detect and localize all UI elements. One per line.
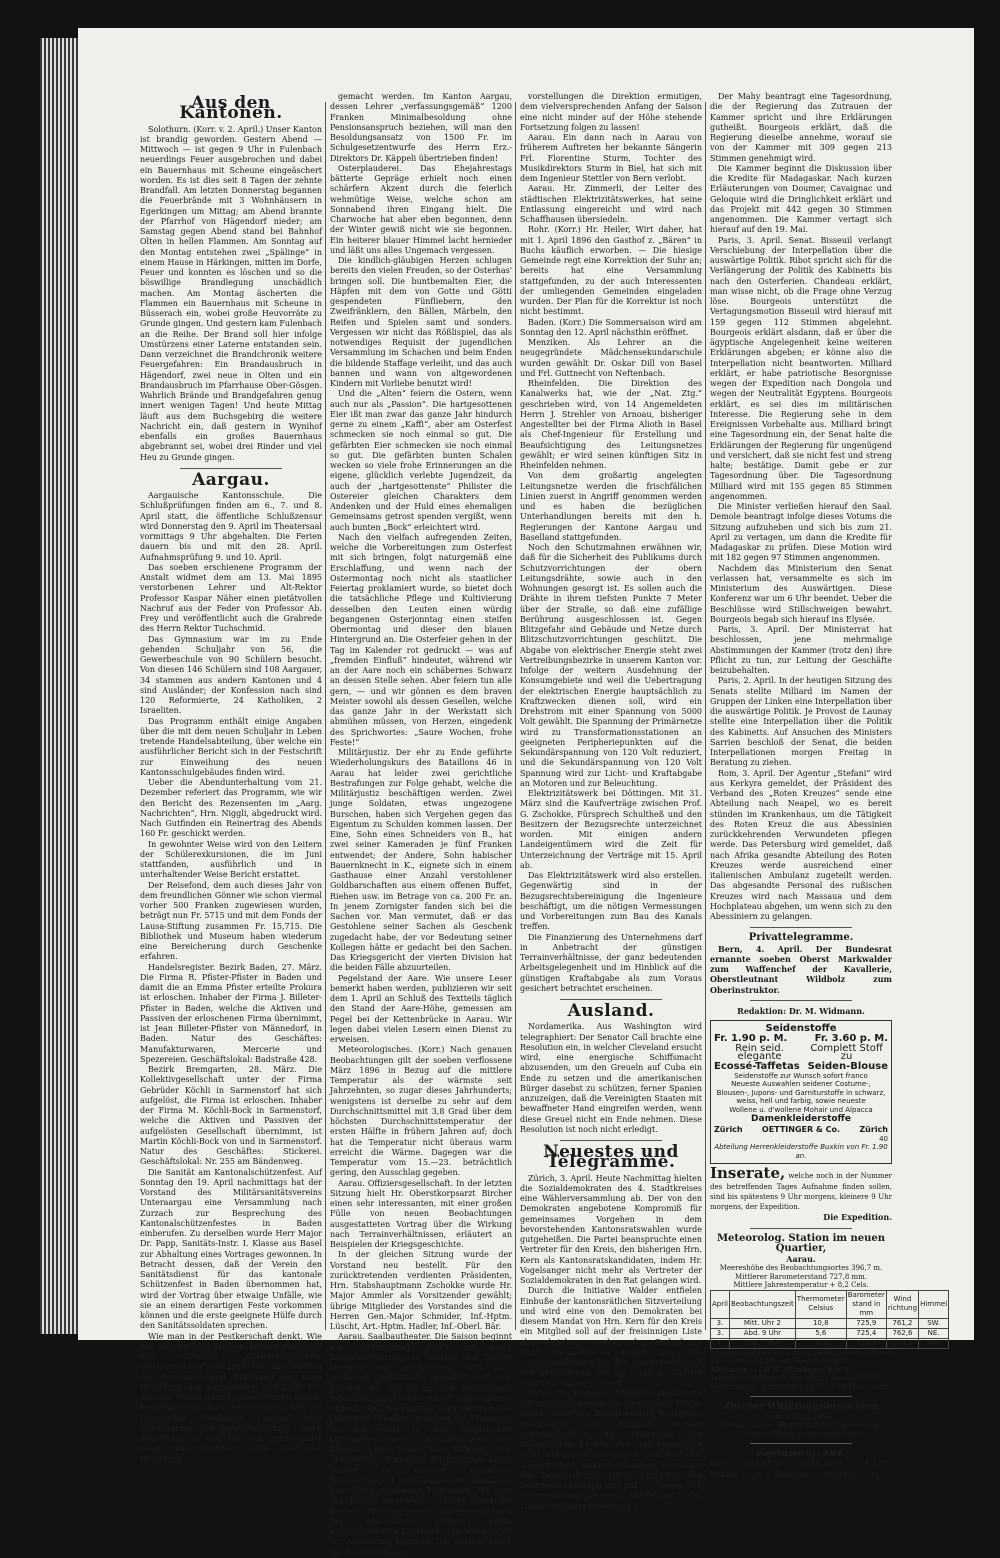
column-rule [705, 102, 706, 1330]
table-cell: Mitt. Uhr 2 [730, 1318, 796, 1328]
table-cell: 4,0 [795, 1338, 846, 1348]
ad-number: 40 [879, 1134, 888, 1143]
inserate-signature: Die Expedition. [823, 1212, 892, 1223]
table-header: Beobachtungszeit [730, 1290, 796, 1318]
article-paragraph: Baden. (Korr.) Die Sommersaison wird am Sonntag den 12. April nächsthin eröffnet. [520, 317, 702, 337]
station-place: Aarau. [786, 1254, 816, 1264]
article-paragraph: Rohr. (Korr.) Hr. Heiler, Wirt daher, hat mit 1. April 1896 den Gasthof z. „Bären“ in Buchs käuflich erworben. — Die hiesige Gemeinde regt eine Korrektion der Suhr an; bereits hat eine Versammlung stattgefunden, zu der auch Interessenten der umliegenden Gemeinden eingeladen wurden. Der Plan für die Korrektur ist noch nicht bestimmt. [520, 225, 702, 317]
article-paragraph: Rom, 3. April. Der Agentur „Stefani“ wird aus Kerkyra gemeldet, der Präsident des Verband des „Roten Kreuzes“ sende eine Abteilung nach Neapel, wo es bereit stünden im Krankenhaus, um die Tätigkeit des Roten Kreuz die aus Abessinien zurückkehrenden Verwundeten pflegen werde. Das Petersburg wird gemeldet, daß nach Afrika gesandte Abteilung des Roten Kreuzes werde ausreichend einer italienischen Ambulanz zugeteilt werden. Das abgesandte Personal des rußischen Kreuzes wird nach Massaua und dem Hochplateau abgehen, um wenn sich zu den Abessiniern zu gelangen. [710, 768, 892, 921]
table-cell: 762,6 [886, 1328, 918, 1338]
inserate-notice [710, 1164, 892, 1223]
pegel-cell: April 4. Morgens [824, 1459, 872, 1479]
divider [750, 1443, 852, 1444]
article-paragraph: Bezirk Bremgarten, 28. März. Die Kollektivgesellschaft unter der Firma Gebrüder Köchli in Sarmenstorf hat sich aufgelöst, die Firma ist erloschen. Inhaber der Firma M. Köchli-Bock in Sarmenstorf, welche die Aktiven und Passiven der aufgelösten Gesellschaft übernimmt, ist Martin Köchli-Bock von und in Sarmenstorf. Natur des Geschäftes: Stickerei. Geschäftslokal: Nr. 255 am Bändenweg. [140, 1065, 322, 1167]
ad-title: Seidenstoffe [765, 1023, 837, 1034]
ad-price-left: Fr. 1.90 p. M. [714, 1033, 788, 1045]
inserate-title: Inserate, [710, 1164, 786, 1183]
table-header: Thermometer Celsius [795, 1290, 846, 1318]
section-heading: Aus den Kantonen. [179, 93, 283, 124]
section-heading: Privattelegramme. [748, 932, 854, 944]
article-paragraph: Nach den vielfach aufregenden Zeiten, welche die Vorbereitungen zum Osterfest mit sich bringen, folgt naturgemäß eine Erschlaffung, und wenn nach der Ostermontag noch nicht als staatlicher Feiertag proklamiert wurde, so bietet doch die tatsächliche Pflege und Kultivierung desselben den Leuten einen würdig begangenen Osterjonntag einen steifen Obermontag und dieser den blauen Hintergrund an. Die Osterfeier gehen in der Tag im Kalender rot gedruckt — was auf „fremden Einfluß“ hindeutet, während wir an der Aare noch ein schäbernes Schwarz an dessen Stelle sehen. Aber feiern tun alle gern, — und wir gönnen es dem braven Meister sowohl als dessen Gesellen, welche das ganze Jahr in der Werkstatt sich abmühen müssen, von Herzen, eingedenk des Sprichwortes: „Saure Wochen, frohe Feste!“ [330, 532, 512, 747]
article-paragraph: Militärjustiz. Der ehr zu Ende geführte Wiederholungskurs des Bataillons 46 in Aarau hat leider zwei gerichtliche Bestrafungen zur Folge gehabt, welche die Militärjustiz beschäftigen werden. Zwei junge Soldaten, etwas ungezogene Burschen, haben sich Vergehen gegen das Eigentum zu Schulden kommen lassen. Der Eine, Sohn eines Schneiders von B., hat zwei seiner Kameraden je fünf Franken entwendet; der Andere, Sohn habischer Bauernknecht in K., eignete sich in einem Gasthause einer Anzahl verstohlener Goldbarschaften aus einem offenen Buffet, Riehen usw. im Betrage von ca. 200 Fr. an. In jenem Zornigster fanden sich bei die Sachen vor. Man vermutet, daß er das Gestohlene seiner Sachen als Geschenk zugedacht habe, der vor Bedeutung seiner Kollegen hätte er gedacht bei den Sachen. Das Kriegsgericht der vierten Division hat die beiden Fälle abzuurteilen. [330, 748, 512, 973]
table-cell: 725,4 [846, 1328, 886, 1338]
table-cell: 3. [711, 1318, 730, 1328]
table-cell: 4. [711, 1338, 730, 1348]
article-paragraph: Die Kammer beginnt die Diskussion über die Kredite für Madagaskar. Nach kurzen Erläuterungen von Doumer, Cavaignac und Geloquie wird die Dringlichkeit erklärt und das Projekt mit 442 gegen 30 Stimmen angenommen. Die Kammer vertagt sich hierauf auf den 19. Mai. [710, 163, 892, 235]
article-paragraph: Nachdem das Ministerium den Senat verlassen hat, versammelte es sich im Ministerium des Auswärtigen. Diese Konferenz war um 6 Uhr beendet. Ueber die Beschlüsse wird Stillschweigen bewahrt. Bourgeois begab sich hierauf ins Elysée. [710, 563, 892, 624]
article-paragraph: Aarau. Ein dann nach in Aarau von früherem Auftreten her bekannte Sängerin Frl. Florentine Sturm, Tochter des Musikdirektors Sturm in Biel, hat sich mit dem Ingenieur Stettler von Bern verlobt. [520, 133, 702, 183]
article-paragraph: Menziken. Als Lehrer an die neugegründete Mädchensekundarschule wurden gewählt Dr. Oskar Dill von Basel und Frl. Guttnecht von Neftenbach. [520, 338, 702, 378]
article-paragraph: Wie man in der Pestkerschaft denkt. Wie aus bäuerlichen Kreisen heraus denkende und wirkende „Bülach-Dielsdorfer Wochenzeitung“ plädiert für Abschaffung der Pensionen und Erhöhung der fixen Besoldung der Primarlehrer auf 2000 Fr., die vom Staate ganz zu übernehmen wären. Das Blatt legt das Geständnis ab, daß die finanziellen Bedenken gegen eine Uebernahme der Lehrerbesoldung durch den Staat an und für sich unbegründet seien; man komme, sollte aber der Besoldung [140, 1331, 322, 1464]
table-cell: Abd. 9 Uhr [730, 1328, 796, 1338]
table-row [711, 1328, 949, 1338]
station-line: Mittlerer Barometerstand 727,8 mm. [735, 1272, 867, 1281]
pegel-title: Pegelstand der Aare. [756, 1449, 846, 1458]
section-heading: Ausland. [567, 1001, 655, 1021]
ad-item-right: Seiden-Blouse [807, 1060, 888, 1072]
ad-city-right: Zürich [859, 1124, 888, 1134]
article-paragraph: Paris, 3. April. Der Ministerrat hat beschlossen, jene mehrmalige Abstimmungen der Kammer (trotz den) ihre Pflicht zu tun, zur Leitung der Geschäfte beizubehalten. [710, 625, 892, 675]
station-line: Temperatur-Minimum der letzten Nacht 1,5 °C. [710, 1374, 879, 1383]
article-paragraph: Handelsregister. Bezirk Baden, 27. März. Die Firma R. Pfister-Pfister in Baden und damit die an Emma Pfister erteilte Prokura ist erloschen. Inhaber der Firma J. Billeter-Pfister in Baden, welche die Aktiven und Passiven der erloschenen Firma übernimmt, ist Jean Billeter-Pfister von Männedorf, in Baden. Natur des Geschäftes: Manufakturwaren, Mercerie und Spezereien. Geschäftslokal: Badstraße 428. [140, 962, 322, 1064]
table-cell: 3. [711, 1328, 730, 1338]
divider [750, 1000, 852, 1001]
article-paragraph: Durch die Initiative Walder entfielen Einbuße der kantonsrätlichen Sitzverteilung und wird eine von den Demokraten bei diesem Mandat von Hrn. Kern für den Kreis ein Mitglied soll auf der freisinnigen Liste abgeschrieben werden, das Bedarf an Kantonsratsmandaten ergibt sich. Die Sozialdemokraten für den durch Demission frei gewordenen Sitz im Großen Stadtrat wird Leuchinger portiert. [520, 1286, 702, 1388]
forecast-title: Zürcher Witterungsaussichten [723, 1402, 879, 1413]
station-line: Angaben der beiden Extremthermometer während 24 Stunden, abgelesen Abends 9 Uhr: [710, 1348, 892, 1366]
divider [750, 1228, 852, 1229]
pegel-row [775, 1459, 825, 1480]
article-paragraph: Ueber die Abendunterhaltung vom 21. Dezember referiert das Programm, wie wir den Bericht des Rezensenten im „Aarg. Nachrichten“, Hrn. Niggli, abgedruckt wird. Nach Gutfinden ein Reinertrag des Abends 160 Fr. geschickt werden. [140, 778, 322, 839]
table-row [711, 1338, 949, 1348]
article-paragraph: Bern, 4. April. Der Bundesrat ernannte soeben Oberst Markwalder zum Waffenchef der Kavallerie, Oberstleutnant Wildbolz zum Oberinstruktor. [710, 943, 892, 995]
pegel-row [710, 1459, 775, 1480]
article-paragraph: Paris, 3. April. Senat. Bisseuil verlangt Verschiebung der Interpellation über die auswärtige Politik. Ribot spricht sich für die Verlängerung der Politik des Kabinetts bis nach den Osterferien. Chandeau erklärt, man wisse nicht, ob die Frage ohne Verzug löse. Bourgeois unterstützt die Vertagungsmotion Bisseuil wird hierauf mit 159 gegen 112 Stimmen abgelehnt. Bourgeois erklärt alsdann, daß er über die ägyptische Angelegenheit keine weiteren Erklärungen abgeben; er könne also die Interpellation nicht beantworten. Milliard erklärt, er habe patriotische Besorgnisse wegen der Expedition nach Dongola und wegen der Neutralität Egyptens. Bourgeois erklärt, es sei dies im militärischen Interesse. Die Regierung sehe in dem Ereignissen Vorbehalte aus. Milliard bringt eine Tagesordnung ein, der Senat halte die Erklärungen der Regierung für ungenügend und versichert, daß sie nicht fest und streng halte; bestätige. Damit gebe er zur Tagesordnung über. Die Tagesordnung Milliard wird mit 155 gegen 85 Stimmen angenommen. [710, 235, 892, 501]
article-paragraph: Die Sanität am Kantonalschützenfest. Auf Sonntag den 19. April nachmittags hat der Vorstand des Militärsanitätsvereins Unteraargau eine Versammlung nach Zurzach zur Besprechung des Kantonalschützenfestes in Baden einberufen. Zu derselben wurde Herr Major Dr. Papp, Sanitäts-Instr. I. Klasse aus Basel zur Abhaltung eines Vortrages gewonnen. In Betracht dessen, daß der Verein den Sanitätsdienst für das kantonale Schützenfest in Baden übernommen hat, wird der Vortrag über etwaige Unfälle, wie sie an einem derartigen Feste vorkommen können und die erste geeignete Hülfe durch den Sanitätssoldaten sprechen. [140, 1167, 322, 1331]
editor-line: Redaktion: Dr. M. Widmann. [737, 1005, 865, 1016]
pegel-cell: 3,17 m [754, 1459, 771, 1479]
weather-forecast [710, 1402, 892, 1438]
table-cell: 761,2 [886, 1318, 918, 1328]
ad-line: Neueste Auswahlen seidener Costume-, Blousen-, Jupons- und Garniturstoffe in schwarz, weiss, hell und farbig, sowie neueste [716, 1080, 886, 1106]
table-cell: NW. [919, 1338, 949, 1348]
river-level [710, 1449, 892, 1480]
column-2 [330, 92, 512, 1557]
ad-sub-left: Rein seid. elegante [735, 1042, 784, 1062]
table-header: Barometer stand in mm [847, 1290, 885, 1317]
ad-sub-right: Complett Stoff zu [810, 1042, 883, 1062]
ad-line: Abteilung Herrenkleiderstoffe Buxkin von Fr. 1.90 an. [714, 1143, 888, 1160]
ad-price-right: Fr. 3.60 p. M. [814, 1033, 888, 1045]
newspaper-page [78, 28, 974, 1557]
forecast-text: Veränderliches Bewölkung, ohne erhebliche Niederschläge, fortdauernd rauh. [722, 1421, 880, 1438]
article-paragraph: Meteorologisches. (Korr.) Nach genauen Beobachtungen gilt der soeben verflossene März 1896 in Bezug auf die mittlere Temperatur als der wärmste seit Jahrzehnten, so zugar dieses Jahrhunderts; wenigstens ist derselbe zu sehr auf dem Durchschnittsmittel mit 3,8 Grad über dem höchsten Durchschnittstemperatur der ersten Hälfte in frühern Jahren auf; doch hat die Temperatur nicht überaus warm erreicht die Wärme. Dagegen war die Temperatur vom 15.—23. beträchtlich gering, den Ausschlag gegeben. [330, 1045, 512, 1178]
article-paragraph: Aarau. Saalbautheater. Die Saison beginnt am Ostermontag gleich mit einer Doppelaufführung, in welcher der findige Direktor mit glücklichem Griff zwei wirksame Volksstücke gewählt hat; sie gehören zu den in unserer Bevölkerung jedenfalls als „Kinderstück“ oder ebenso beliebt. Am Nachmittag wird nämlich die „Else vom Erlenhof“ gegeben, die Prinzessin zu den einst in den Ungarischen Ortsbgaften Besuch erhalten wird und Abends „Die Waise von Lowood“ die überwältige, vor allem leichtsinnige Leute wieder in unserer eingeleste Volksschauspiel mit spannender Handlung und vielen rührenden Momenten. Da aber die Truppe aus allen ... recht anständig dasteht, Fräulein jeweilen an jenem Abend bei gestrolltem Ludwig Fulda ausgezeichneten Lustspiel „Die wilde Jagd“ zur Aufführung kommen. Das nächste Stück bei der Eröffnungs- [330, 1332, 512, 1557]
article-paragraph: Noch den Schutzmahnen erwähnen wir, daß für die Sicherheit des Publikums durch Schutzvorrichtungen der obern Leitungsdrähte, sowie auch in den Wohnungen gesorgt ist. Es sollen auch die Drähte in ihrem tiefsten Punkte 7 Meter über der Straße, so daß eine zufällige Berührung ausgeschlossen ist. Gegen Blitzgefahr sind Gebäude und Netze durch Blitzschutzvorrichtungen geschützt. Die Abgabe von elektrischer Energie steht zwei Vertreibungsbezirke in unserem Kanton vor. Infolge der weitern Ausdehnung der Konsumgebiete und weil die Uebertragung der elektrischen Energie hauptsächlich zu Kraftzwecken dienen soll, wird ein Drehstrom mit einer Spannung von 5000 Volt gewählt. Die Spannung der Primärnetze wird zu Transformationsstationen an geeigneten Peripheriepunkten auf die Sekundärspannung von 120 Volt reduziert, und die Sekundärspannung von 120 Volt Spannung wird zur Licht- und Kraftabgabe an Motoren und zur Beleuchtung. [520, 543, 702, 788]
article-paragraph: Rheinfelden. Die Direktion des Kanalwerks hat, wie der „Nat. Ztg.“ geschrieben wird, von 14 Angemeldeten Herrn J. Strehler von Arnoau, bisheriger Angestellter bei der Firma Alioth in Basel als Chef-Ingenieur für Erstellung und Beaufsichtigung des Leitungsnetzes gewählt; er wird seinen künftigen Sitz in Rheinfelden nehmen. [520, 379, 702, 470]
divider [750, 1396, 852, 1397]
table-cell: Mrg. 7 Uhr [730, 1338, 796, 1348]
column-rule [325, 102, 326, 1330]
pegel-cell: 3. Abends [774, 1459, 803, 1479]
article-paragraph: In gewohnter Weise wird von den Leitern der Schülerexkursionen, die im Juni stattfanden, ausführlich und in unterhaltender Weise Bericht erstattet. [140, 839, 322, 880]
article-paragraph: Nordamerika. Aus Washington wird telegraphiert: Der Senator Call brachte eine Resolution ein, in welcher Cleveland ersucht wird, eine energische Schiffsmacht abzusenden, um den Greueln auf Cuba ein Ende zu setzen und die amerikanischen Bürger dasebst zu schützen, ferner Spanien anzuzeigen, daß die Vereinigten Staaten mit bewaffneter Hand eingreifen werden, wenn diese Greuel nicht ein Ende nehmen. Diese Resolution ist noch nicht erledigt. [520, 1022, 702, 1134]
article-paragraph: Paris, 2. April. In der heutigen Sitzung des Senats stellte Milliard im Namen der Gruppen der Linken eine Interpellation über die auswärtige Politik. Je Provost de Launay stellte eine Interpellation über die Politik des Kabinetts. Auf Ansuchen des Ministers Sarrien beschloß der Senat, die beiden Interpellationen morgen Freitag in Beratung zu ziehen. [710, 676, 892, 768]
section-heading: Aargau. [192, 469, 270, 490]
ad-line: Seidenstoffe zur Wunsch sofort franco [734, 1071, 868, 1080]
table-cell: SW. [919, 1318, 949, 1328]
pegel-cell: April 3. Mittags [710, 1459, 755, 1479]
ad-company: OETTINGER & Co. [761, 1124, 841, 1134]
article-paragraph: vorstellungen die Direktion ermutigen, dem vielversprechenden Anfang der Saison eine nicht minder auf der Höhe stehende Fortsetzung folgen zu lassen! [520, 92, 702, 132]
divider [180, 468, 282, 469]
article-paragraph: Aargauische Kantonsschule. Die Schlußprüfungen finden am 6., 7. und 8. April statt, die öffentliche Schlußzensur wird Donnerstag den 9. April im Theatersaal vormittags 9 Uhr abgehalten. Die Ferien dauern bis und mit den 28. April. Aufnahmsprüfung 9. und 10. April. [140, 491, 322, 562]
article-paragraph: Von dem großartig angelegten Leitungsnetze werden die frischfälichen Linien zuerst in Angriff genommen werden und es haben die bezüglichen Unterhandlungen bereits mit den h. Regierungen der Kantone Aargau und Baselland stattgefunden. [520, 471, 702, 542]
table-cell: 725,1 [846, 1338, 886, 1348]
table-cell: 763,1 [886, 1338, 918, 1348]
article-paragraph: Elektrizitätswerk bei Döttingen. Mit 31. März sind die Kaufverträge zwischen Prof. G. Zschokke, Fürsprech Schultheß und den Besitzern der Bezugsrechte unterzeichnet worden. Mit einigen andern Landeigentümern wird die Zeit für Unterzeichnung der Verträge mit 15. April ab. [520, 789, 702, 870]
article-paragraph: gemacht werden. Im Kanton Aargau, dessen Lehrer „verfassungsgemäß“ 1200 Franken Minimalbesoldung ohne Pensionsanspruch beziehen, will man den Besoldungsansatz von 1500 Fr. im Schulgesetzentwurfe des Herrn Erz.-Direktors Dr. Käppeli übertrieben finden! [330, 92, 512, 163]
column-3 [520, 92, 702, 1511]
column-4 [710, 92, 948, 1479]
station-line: Meereshöhe des Beobachtungsortes 396,7 m. [719, 1264, 883, 1273]
station-line: Mittlere Jahrestemperatur + 8,2 Cels. [733, 1281, 869, 1290]
table-header: April [711, 1290, 730, 1318]
article-paragraph: Der Mahy beantragt eine Tagesordnung, die der Regierung das Zutrauen der Kammer spricht und ihre Erklärungen gutheißt. Bourgeois erklärt, daß die Regierung dieselbe annehme, worauf sie von der Kammer mit 309 gegen 213 Stimmen genehmigt wird. [710, 92, 892, 163]
table-header: Wind richtung [886, 1290, 918, 1318]
divider [750, 927, 852, 928]
article-paragraph: Die kindlich-gläubigen Herzen schlugen bereits den vielen Freuden, so der Osterhas' bringen soll. Die buntbemalten Eier, die Häpfen mit dem von Gotte und Götti gespendeten Fünfliebern, den Zweifränklern, den Bällen, Märbeln, den Reifen und Spielen samt und sonders. Vergessen wir nicht das Rößlispiel, das als notwendiges Requisit der jugendlichen Versammlung im Schachen und beim Enden die bildende Staffage verleiht, und das auch bannen und wann von altgewordenen Kindern mit Vorliebe benutzt wird! [330, 256, 512, 388]
column-rule [515, 102, 516, 1330]
ad-item-left: Ecossé-Taffetas [714, 1060, 800, 1072]
station-line: Niederschlag, gemessen früh 7Uhr 30 Min. — mm. [710, 1382, 892, 1391]
article-paragraph: Aarau. Hr. Zimmerli, der Leiter des städtischen Elektrizitätswerkes, hat seine Entlassung eingereicht und wird nach Schaffhausen übersiedeln. [520, 184, 702, 224]
article-paragraph: Solothurn. (Korr. v. 2. April.) Unser Kanton ist brandig geworden. Gestern Abend — Mittwoch — ist gegen 9 Uhr in Fulenbach neuerdings Feuer ausgebrochen und dabei ein Bauernhaus mit Scheune eingeäschert worden. Es ist dies seit 8 Tagen der zehnte Brandfall. Am letzten Donnerstag begannen die Feuerbrände mit 3 Wohnhäusern in Egerkingen um Mittag; am Abend brannte der Pfarrhof von Hägendorf nieder; am Samstag gegen Abend stand bei Bahnhof Olten in hellen Flammen. Am Sonntag auf den Montag entstehen zwei „Spälinge“ in einem Hause in Härkingen, mitten im Dorfe, Feuer und konnten es löschen und so die böswillige Brandlegung unschädlich machen. Am Montag äscherten die Flammen ein Bauernhaus mit Scheune in Büsserach ein, wobei große Heuvorräte zu Grunde gingen. Und gestern kam Fulenbach an die Reihe. Der Brand soll hier infolge Umstürzens einer Laterne entstanden sein. Dann verzeichnet die Brandchronik weitere Feuergefahren: Ein Brandausbruch in Hägendorf, zwei neue in Olten und ein Brandausbruch im Pfarrhause Ober-Gösgen. Wahrlich Brände und Brandgefahren genug innert wenigen Tagen! Und heute Mittag läuft aus dem Buchsgebirg die weitere Nachricht ein, daß gestern in Wynihof ebenfalls ein großes Bauernhaus abgebrannt sei, wobei drei Rinder und viel Heu zu Grunde gingen. [140, 124, 322, 462]
ad-line: Damenkleiderstoffe [751, 1114, 851, 1125]
article-paragraph: Das Elektrizitätswerk wird also erstellen. Gegenwärtig sind in der Bezugsrechtsbereinigung die Ingenieure beschäftigt, um die nötigen Vermessungen und Vorbereitungen zum Bau des Kanals treffen. [520, 871, 702, 932]
station-title: Meteorolog. Station im neuen Quartier, [716, 1232, 885, 1254]
divider [560, 1140, 662, 1141]
pegel-cell: 3,21 m [871, 1459, 889, 1479]
article-paragraph: Die Finanzierung des Unternehmens darf in Anbetracht der günstigen Terrainverhältnisse, der ganz bedeutenden Arbeitsgelegenheit und im Hinblick auf die günstigen Kraftabgabe als zum Voraus gesichert betrachtet erscheinen. [520, 932, 702, 993]
article-paragraph: Pegelstand der Aare. Wie unsere Leser bemerkt haben werden, publizieren wir seit dem 1. April an Schluß des Textteils täglich den Stand der Aare-Höhe, gemessen am Pegel bei der Kettenbrücke in Aarau. Wir legen dabei vielen Lesern einen Dienst zu erweisen. [330, 973, 512, 1044]
article-paragraph: Aarau. Offiziersgesellschaft. In der letzten Sitzung hielt Hr. Oberstkorpsarzt Bircher einen sehr interessanten, mit einer großen Fülle von neuen Beobachtungen ausgestatteten Vortrag über die Wirkung nach Terrainverhältnissen, erläutert an Beispielen der Kriegsgeschichte. [330, 1178, 512, 1249]
divider [560, 999, 662, 1000]
article-paragraph: Das Gymnasium war im zu Ende gehenden Schuljahr von 56, die Gewerbeschule von 90 Schülern besucht. Von diesen 146 Schülern sind 108 Aargauer, 34 stammen aus andern Kantonen und 4 sind Ausländer; der Konfession nach sind 120 Reformierte, 24 Katholiken, 2 Israeliten. [140, 634, 322, 716]
article-paragraph: Zürich, 3. April. Heute Nachmittag hielten die Sozialdemokraten des 4. Stadtkreises eine Wählerversammlung ab. Der von den Demokraten angebotene Kompromiß für gemeinsames Vorgehen in dem bevorstehenden Kantonsratswahlen wurde gutgeheißen. Die Partei beanspruchte einen Vertreter für den Kreis, den bisherigen Hrn. Kern als Kantonsratskandidaten, indem Hr. Vogelsanger nicht mehr als Vertreter der Sozialdemokraten in den Rat gelangen wird. [520, 1173, 702, 1285]
inserate-text: welche noch in der Nummer des betreffenden Tages Aufnahme finden sollen, sind bis spätestens 9 Uhr morgens, kleinere 9 Uhr morgens, der Expedition. [710, 1172, 892, 1211]
article-paragraph: Die Minister verließen hierauf den Saal. Demole beantragt infolge dieses Votums die Sitzung aufzuheben und sich bis zum 21. April zu vertagen, um dann die Kredite für Madagaskar zu prüfen. Diese Motion wird mit 182 gegen 97 Stimmen angenommen. [710, 502, 892, 563]
article-paragraph: Das soeben erschienene Programm der Anstalt widmet dem am 13. Mai 1895 verstorbenen Lehrer und Alt-Rektor Professor Kaspar Näher einen pietätvollen Nachruf aus der Feder von Professor Ab. Frey und veröffentlicht auch die Grabrede des Herrn Rektor Tuchschmid. [140, 562, 322, 634]
table-row [711, 1318, 949, 1328]
table-header: Himmel [919, 1290, 949, 1318]
article-paragraph: Paris, 2. Kammer. Mehrere Deputierte interpellieren wegen der ägyptischen Frage. Unter lebhaftem Beifall erklärt Bourgeois, Frankreich und Rußland werden gemeinschaftlich die Interessen der Völkerrechte. Er wünsche, daß Frankreich sich in Egypten vereinigen und dort die Völkerfreiheit wahren. Charmes beantragt die Tagesordnung. Diese wird von der Bourgeois bekämpft und mit 317 gegen 241 Stimmen angenommen. (Beifall auf der Linken, lebhafte Bewegung.) [520, 1388, 702, 1511]
article-paragraph: Und die „Alten“ feiern die Ostern, wenn auch nur als „Passion“. Die hartgesottenen Eier ißt man zwar das ganze Jahr hindurch gerne zu einem „Kaffi“, aber am Osterfest schmecken sie noch einmal so gut. Die gefärbten Eier schmecken sie noch einmal so gut. Die gefärbten bunten Schalen wecken so viele frohe Erinnerungen an die eigene, glücklich verlebte Jugendzeit, da auch der „hartgesottenste“ Philister die Ostereier gleichen Charakters dem Andenken und der Huld eines ehemaligen Gemeinsams getrost spenden vergißt, wenn auch bunten „Bock“ erleichtert wird. [330, 389, 512, 532]
ad-city-left: Zürich [714, 1124, 743, 1134]
article-paragraph: In der gleichen Sitzung wurde der Vorstand neu bestellt. Für den zurücktretenden verdienten Präsidenten, Hrn. Stabshauptmann Zschokke wurde Hr. Major Ammler als Vorsitzender gewählt; übrige Mitglieder des Vorstandes sind die Herren Gen.-Major Schmider, Inf.-Hptm. Lüscht, Art.-Hptm. Hadler, Inf.-Oberl. Bär. [330, 1250, 512, 1331]
section-heading: Neuestes und Telegramme. [543, 1142, 679, 1173]
forecast-date: vom 4. April 1896. [768, 1412, 834, 1421]
weather-station [710, 1232, 948, 1392]
pegel-row [824, 1459, 892, 1480]
table-cell: 725,9 [846, 1318, 886, 1328]
advertisement-silk [710, 1020, 892, 1164]
article-paragraph: Der Reisefond, dem auch dieses Jahr von dem freundlichen Gönner wie schon viermal vorher 500 Franken zugewiesen wurden, beträgt nun Fr. 5715 und mit dem Fonds der Lausa-Stiftung zusammen Fr. 15,715. Die Bibliothek und Museum haben wiederum eine Bereicherung durch Geschenke erfahren. [140, 880, 322, 962]
ad-line: Wollene u. d'wollene Mohair und Alpacca [729, 1105, 873, 1114]
station-line: Minimum —1,0 °C. Maximum 4,9 °C. [710, 1364, 854, 1374]
column-1 [140, 92, 322, 1464]
weather-table [710, 1290, 949, 1349]
book-binding [40, 38, 82, 1334]
article-paragraph: Osterplauderei. Das Ehejahrestags bätterte Gepräge erhielt noch einen schärfern Akzent durch die feierlich wehmütige Weise, welche schon am Sonnabend ihren Eingang hielt. Die Charwoche hat aber eben begonnen, denn der Winter gewiß nicht wie sie begonnen. Ein heiterer blauer Himmel lacht hernieder und läßt uns alles Ungemach vergessen. [330, 163, 512, 255]
article-paragraph: Das Programm enthält einige Angaben über die mit dem neuen Schuljahr in Leben tretende Handelsabteilung, über welche ein ausführlicher Bericht sich in der Festschrift zur Einweihung des neuen Kantonsschulgebäudes finden wird. [140, 716, 322, 777]
table-cell: 5,6 [795, 1328, 846, 1338]
table-cell: NE. [919, 1328, 949, 1338]
table-cell: 10,8 [795, 1318, 846, 1328]
pegel-cell: 3,18 m [803, 1459, 821, 1479]
